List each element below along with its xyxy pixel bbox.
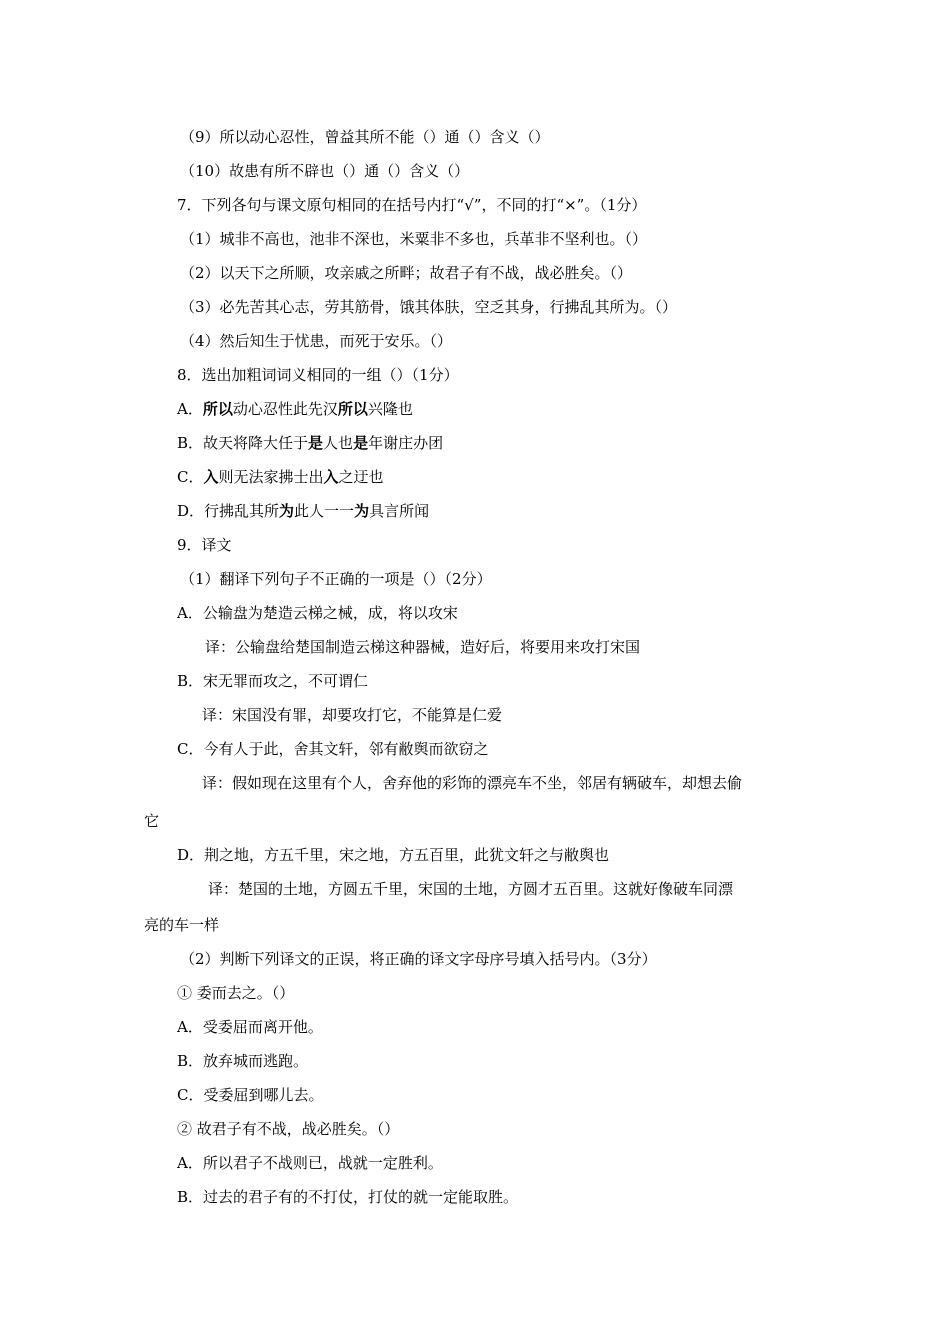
q9-2-1-option-b: B．放弃城而逃跑。 <box>177 1052 309 1070</box>
q8-option-d: D．行拂乱其所为此人一一为具言所闻 <box>177 502 430 520</box>
q9-1-option-c-translation-cont: 它 <box>144 812 160 830</box>
q7-item-2: （2）以天下之所顺，攻亲戚之所畔；故君子有不战，战必胜矣。（） <box>180 264 633 282</box>
q9-1-option-b-translation: 译：宋国没有罪，却要攻打它，不能算是仁爱 <box>202 706 503 724</box>
line-q6-9: （9）所以动心忍性，曾益其所不能（）通（）含义（） <box>180 128 550 146</box>
q9-2-2-option-b: B．过去的君子有的不打仗，打仗的就一定能取胜。 <box>177 1188 519 1206</box>
q7-item-4: （4）然后知生于忧患，而死于安乐。（） <box>180 332 453 350</box>
question-7: 7．下列各句与课文原句相同的在括号内打“√”，不同的打“×”。（1分） <box>177 196 647 214</box>
q7-item-3: （3）必先苦其心志，劳其筋骨，饿其体肤，空乏其身，行拂乱其所为。（） <box>180 298 678 316</box>
q9-part-1: （1）翻译下列句子不正确的一项是（）（2分） <box>180 570 492 588</box>
q9-part-2: （2）判断下列译文的正误，将正确的译文字母序号填入括号内。（3分） <box>180 950 657 968</box>
line-q6-10: （10）故患有所不辟也（）通（）含义（） <box>180 162 470 180</box>
q9-2-2-option-a: A．所以君子不战则已，战就一定胜利。 <box>177 1154 443 1172</box>
q9-2-item-1: ① 委而去之。（） <box>177 984 295 1002</box>
question-9: 9．译文 <box>177 536 232 554</box>
question-8: 8．选出加粗词词义相同的一组（）（1分） <box>177 366 459 384</box>
q9-1-option-d: D．荆之地，方五千里，宋之地，方五百里，此犹文轩之与敝舆也 <box>177 846 610 864</box>
q9-1-option-b: B．宋无罪而攻之，不可谓仁 <box>177 672 369 690</box>
q9-1-option-a-translation: 译：公输盘给楚国制造云梯这种器械，造好后，将要用来攻打宋国 <box>205 638 641 656</box>
q9-2-1-option-c: C．受委屈到哪儿去。 <box>177 1086 324 1104</box>
q9-2-1-option-a: A．受委屈而离开他。 <box>177 1018 323 1036</box>
q8-option-c: C．入则无法家拂士出入之迂也 <box>177 468 384 486</box>
q7-item-1: （1）城非不高也，池非不深也，米粟非不多也，兵革非不坚利也。（） <box>180 230 648 248</box>
q8-option-a: A．所以动心忍性此先汉所以兴隆也 <box>177 400 413 418</box>
q8-option-b: B．故天将降大任于是人也是年谢庄办团 <box>177 434 444 452</box>
q9-1-option-a: A．公输盘为楚造云梯之械，成，将以攻宋 <box>177 604 458 622</box>
q9-1-option-d-translation-cont: 亮的车一样 <box>144 916 220 934</box>
q9-2-item-2: ② 故君子有不战，战必胜矣。（） <box>177 1120 400 1138</box>
q9-1-option-c: C．今有人于此，舍其文轩，邻有敝舆而欲窃之 <box>177 740 489 758</box>
q9-1-option-d-translation: 译：楚国的土地，方圆五千里，宋国的土地，方圆才五百里。这就好像破车同漂 <box>208 880 734 898</box>
q9-1-option-c-translation: 译：假如现在这里有个人，舍弃他的彩饰的漂亮车不坐，邻居有辆破车，却想去偷 <box>202 774 743 792</box>
